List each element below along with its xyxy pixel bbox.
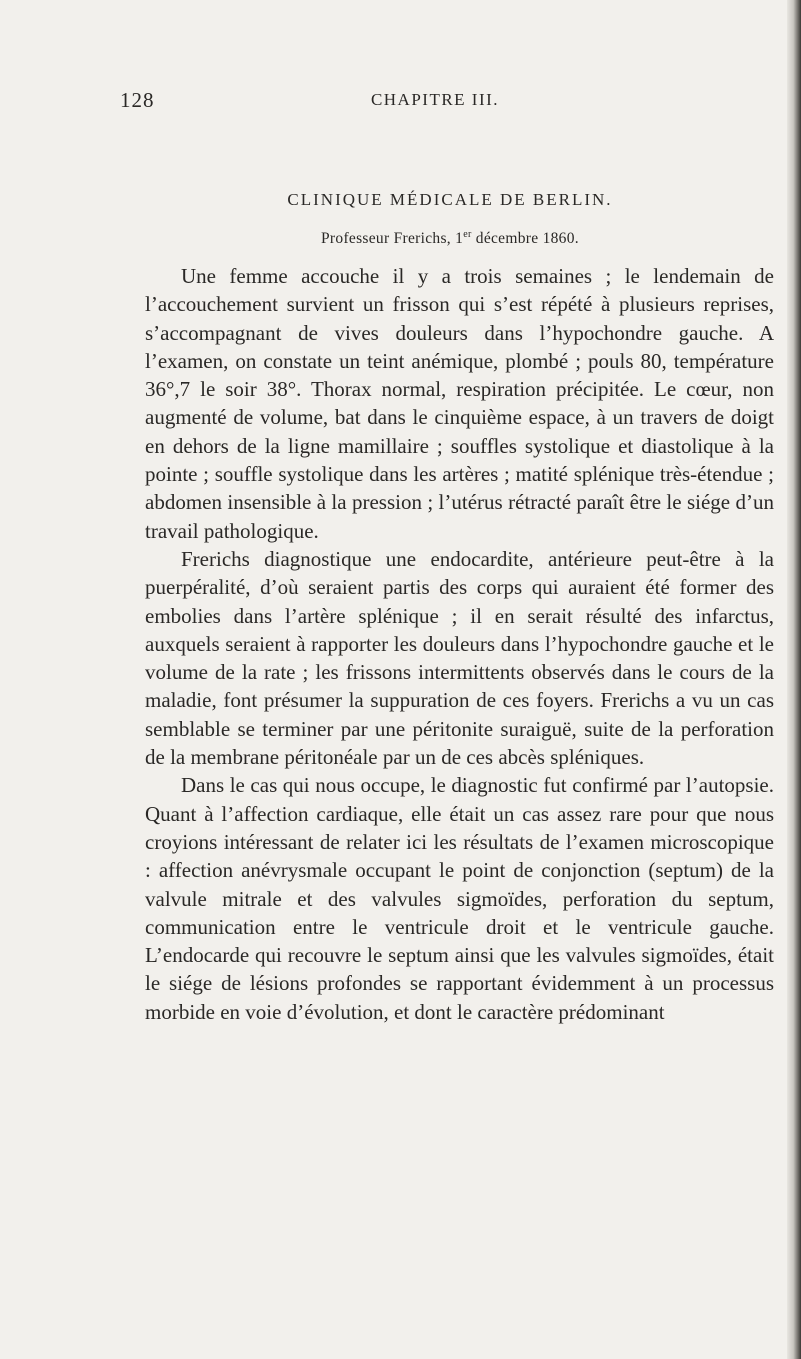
page-edge-shadow	[787, 0, 801, 1359]
byline-prefix: Professeur Frerichs, 1	[321, 230, 464, 248]
running-title: CHAPITRE III.	[370, 90, 500, 109]
paragraph-2: Frerichs diagnostique une endocardite, antérieure peut-être à la puerpéralité, d’où seraient partis des corps qui auraient été former des embolies dans l’artère splénique ; il en serait résulté des infarctus, auxquels seraient à rapporter les douleurs dans l’hypochondre gauche et le volume de la rate ; les frissons intermittents observés dans le cours de la maladie, font présumer la suppuration de ces foyers. Frerichs a vu un cas semblable se terminer par une péritonite suraiguë, suite de la perforation de la membrane péritonéale par un de ces abcès spléniques.	[145, 546, 774, 770]
section-title: CLINIQUE MÉDICALE DE BERLIN.	[287, 190, 613, 209]
page-number: 128	[120, 88, 155, 112]
paragraph-1: Une femme accouche il y a trois semaines ; le lendemain de l’accouchement survient un frisson qui s’est répété à plusieurs reprises, s’accompagnant de vives douleurs dans l’hypochondre gauche. A l’examen, on constate un teint anémique, plombé ; pouls 80, température 36°,7 le soir 38°. Thorax normal, respiration précipitée. Le cœur, non augmenté de volume, bat dans le cinquième espace, à un travers de doigt en dehors de la ligne mamillaire ; souffles systolique et diastolique à la pointe ; souffle systolique dans les artères ; matité splénique très-étendue ; abdomen insensible à la pression ; l’utérus rétracté paraît être le siége d’un travail pathologique.	[145, 264, 774, 543]
byline-suffix: décembre 1860.	[471, 230, 579, 248]
body-text	[145, 262, 774, 1026]
byline-superscript: er	[463, 229, 472, 240]
page-header	[120, 88, 780, 118]
paragraph-3: Dans le cas qui nous occupe, le diagnostic fut confirmé par l’autopsie. Quant à l’affection cardiaque, elle était un cas assez rare pour que nous croyions intéressant de relater ici les résultats de l’examen microscopique : affection anévrysmale occupant le point de conjonction (septum) de la valvule mitrale et des valvules sigmoïdes, perforation du septum, communication entre le ventricule droit et le ventricule gauche. L’endocarde qui recouvre le septum ainsi que les valvules sigmoïdes, était le siége de lésions profondes se rapportant évidemment à un processus morbide en voie d’évolution, et dont le caractère prédominant	[145, 773, 774, 1024]
byline	[120, 229, 780, 248]
